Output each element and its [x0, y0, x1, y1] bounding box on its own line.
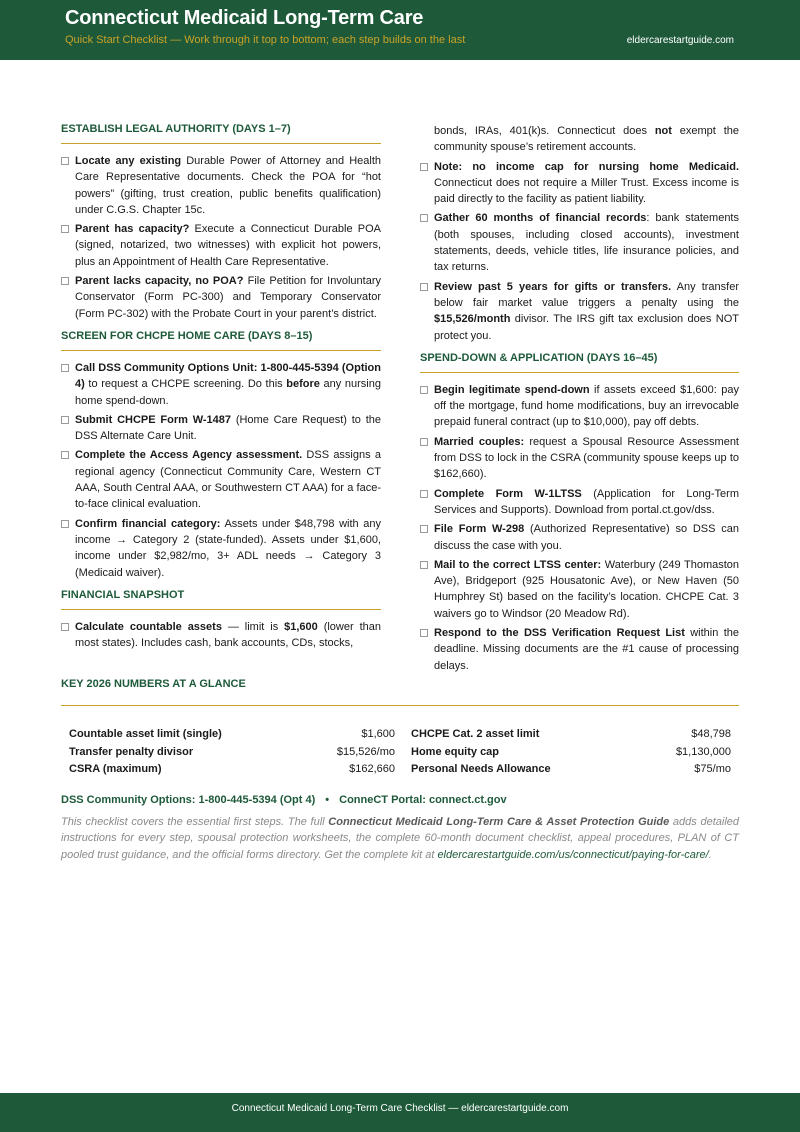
checklist-item[interactable]: Call DSS Community Options Unit: 1-800-445-5394 (Option 4) to request a CHCPE screening. Do this before any nursing home spend-down.	[61, 360, 381, 409]
checkbox[interactable]	[61, 277, 69, 285]
footer-text: Connecticut Medicaid Long-Term Care Checklist — eldercarestartguide.com	[231, 1103, 569, 1114]
checklist-item[interactable]: Complete Form W-1LTSS (Application for Long-Term Services and Supports). Download from portal.ct.gov/dss.	[420, 486, 739, 519]
number-label: Personal Needs Allowance	[411, 763, 551, 775]
checklist-item[interactable]: Complete the Access Agency assessment. DSS assigns a regional agency (Connecticut Community Care, Western CT AAA, South Central AAA, or Southwestern CT AAA) for a face-to-face clinical evaluation.	[61, 447, 381, 512]
checklist-item[interactable]: File Form W-298 (Authorized Representative) so DSS can discuss the case with you.	[420, 521, 739, 554]
checkbox[interactable]	[420, 386, 428, 394]
checklist-item[interactable]: Begin legitimate spend-down if assets exceed $1,600: pay off the mortgage, fund home modifications, buy an irrevocable prepaid funeral contract (up to $10,000), pay off debts.	[420, 382, 739, 431]
checkbox[interactable]	[420, 525, 428, 533]
checkbox[interactable]	[61, 416, 69, 424]
dss-phone[interactable]: DSS Community Options: 1-800-445-5394 (Opt 4)	[61, 794, 316, 806]
guide-link[interactable]: eldercarestartguide.com/us/connecticut/paying-for-care/	[437, 848, 709, 861]
number-value: $162,660	[349, 763, 395, 775]
number-value: $48,798	[691, 728, 731, 740]
key-numbers-row	[69, 746, 731, 764]
key-numbers-row	[69, 728, 731, 746]
checklist-item[interactable]: Parent lacks capacity, no POA? File Petition for Involuntary Conservator (Form PC-300) and Temporary Conservator (Form PC-302) with the Probate Court in your parent’s district.	[61, 273, 381, 322]
page-footer	[0, 1093, 800, 1132]
number-label: Home equity cap	[411, 745, 500, 758]
section-heading-screen: SCREEN FOR CHCPE HOME CARE (DAYS 8–15)	[61, 330, 381, 351]
number-label: CSRA (maximum)	[69, 763, 162, 775]
contact-line	[61, 794, 507, 806]
checkbox[interactable]	[420, 438, 428, 446]
section-heading-legal: ESTABLISH LEGAL AUTHORITY (DAYS 1–7)	[61, 123, 381, 144]
number-value: $75/mo	[694, 763, 731, 775]
section-heading-key-numbers: KEY 2026 NUMBERS AT A GLANCE	[61, 678, 739, 706]
checkbox[interactable]	[420, 214, 428, 222]
key-numbers-table	[69, 728, 731, 781]
checklist-item[interactable]: Calculate countable assets — limit is $1,600 (lower than most states). Includes cash, bank accounts, CDs, stocks,	[61, 619, 381, 652]
checklist-item[interactable]: Submit CHCPE Form W-1487 (Home Care Request) to the DSS Alternate Care Unit.	[61, 412, 381, 445]
separator-dot: •	[325, 794, 330, 806]
checkbox[interactable]	[420, 561, 428, 569]
section-heading-financial: FINANCIAL SNAPSHOT	[61, 589, 381, 610]
checkbox[interactable]	[61, 364, 69, 372]
number-value: $1,600	[361, 728, 395, 740]
checkbox[interactable]	[420, 283, 428, 291]
page-title: Connecticut Medicaid Long-Term Care	[65, 7, 424, 29]
number-label: Transfer penalty divisor	[69, 745, 194, 758]
guide-note: This checklist covers the essential first steps. The full Connecticut Medicaid Long-Term Care & Asset Protection Guide adds detailed instructions for every step, spousal protection worksheets, the complete 60-month document checklist, appeal procedures, PLAN of CT pooled trust guidance, and the official forms directory. Get the complete kit at eldercarestartguide.com/us/connecticut/paying-for-care/.	[61, 816, 739, 861]
number-value: $15,526/mo	[336, 745, 395, 758]
number-label: CHCPE Cat. 2 asset limit	[411, 728, 540, 740]
checklist-item[interactable]: Mail to the correct LTSS center: Waterbury (249 Thomaston Ave), Bridgeport (925 Housatonic Ave), or New Haven (50 Humphrey St) based on the facility’s location. CHCPE Cat. 3 waivers go to Windsor (20 Meadow Rd).	[420, 557, 739, 622]
number-label: Countable asset limit (single)	[69, 728, 222, 740]
checklist-item[interactable]: Gather 60 months of financial records: bank statements (both spouses, including closed accounts), investment statements, deeds, vehicle titles, life insurance policies, and tax returns.	[420, 210, 739, 275]
left-column	[61, 123, 381, 654]
checkbox[interactable]	[420, 490, 428, 498]
page-subtitle: Quick Start Checklist — Work through it top to bottom; each step builds on the last	[65, 34, 466, 46]
section-heading-spenddown: SPEND-DOWN & APPLICATION (DAYS 16–45)	[420, 352, 739, 373]
number-value: $1,130,000	[675, 745, 731, 758]
guide-title: Connecticut Medicaid Long-Term Care & Asset Protection Guide	[328, 816, 670, 828]
checklist-item[interactable]: Note: no income cap for nursing home Medicaid. Connecticut does not require a Miller Trust. Excess income is paid directly to the facility as patient liability.	[420, 159, 739, 208]
checklist-item[interactable]: Respond to the DSS Verification Request List within the deadline. Missing documents are the #1 cause of processing delays.	[420, 625, 739, 674]
checkbox[interactable]	[61, 520, 69, 528]
checklist-item[interactable]: Parent has capacity? Execute a Connecticut Durable POA (signed, notarized, two witnesses) with explicit hot powers, plus an Appointment of Health Care Representative.	[61, 221, 381, 270]
checklist-item[interactable]: Locate any existing Durable Power of Attorney and Health Care Representative documents. Check the POA for “hot powers” (gifting, trust creation, public benefits qualification) under C.G.S. Chapter 15c.	[61, 153, 381, 218]
checklist-item[interactable]: Review past 5 years for gifts or transfers. Any transfer below fair market value triggers a penalty using the $15,526/month divisor. The IRS gift tax exclusion does NOT protect you.	[420, 279, 739, 344]
checkbox[interactable]	[420, 163, 428, 171]
checkbox[interactable]	[61, 451, 69, 459]
checkbox[interactable]	[61, 225, 69, 233]
key-numbers-row	[69, 763, 731, 781]
header-site-link[interactable]: eldercarestartguide.com	[626, 35, 734, 46]
page-header	[0, 0, 800, 60]
checkbox[interactable]	[61, 157, 69, 165]
checklist-item-continuation: bonds, IRAs, 401(k)s. Connecticut does not exempt the community spouse’s retirement accounts.	[434, 125, 739, 154]
right-column	[420, 123, 739, 677]
checklist-item[interactable]: Married couples: request a Spousal Resource Assessment from DSS to lock in the CSRA (community spouse keeps up to $162,660).	[420, 434, 739, 483]
connect-portal-link[interactable]: ConneCT Portal: connect.ct.gov	[339, 794, 507, 806]
checkbox[interactable]	[420, 629, 428, 637]
checklist-item[interactable]: Confirm financial category: Assets under $48,798 with any income → Category 2 (state-funded). Assets under $1,600, income under $2,982/mo, 3+ ADL needs → Category 3 (Medicaid waiver).	[61, 516, 381, 581]
checkbox[interactable]	[61, 623, 69, 631]
